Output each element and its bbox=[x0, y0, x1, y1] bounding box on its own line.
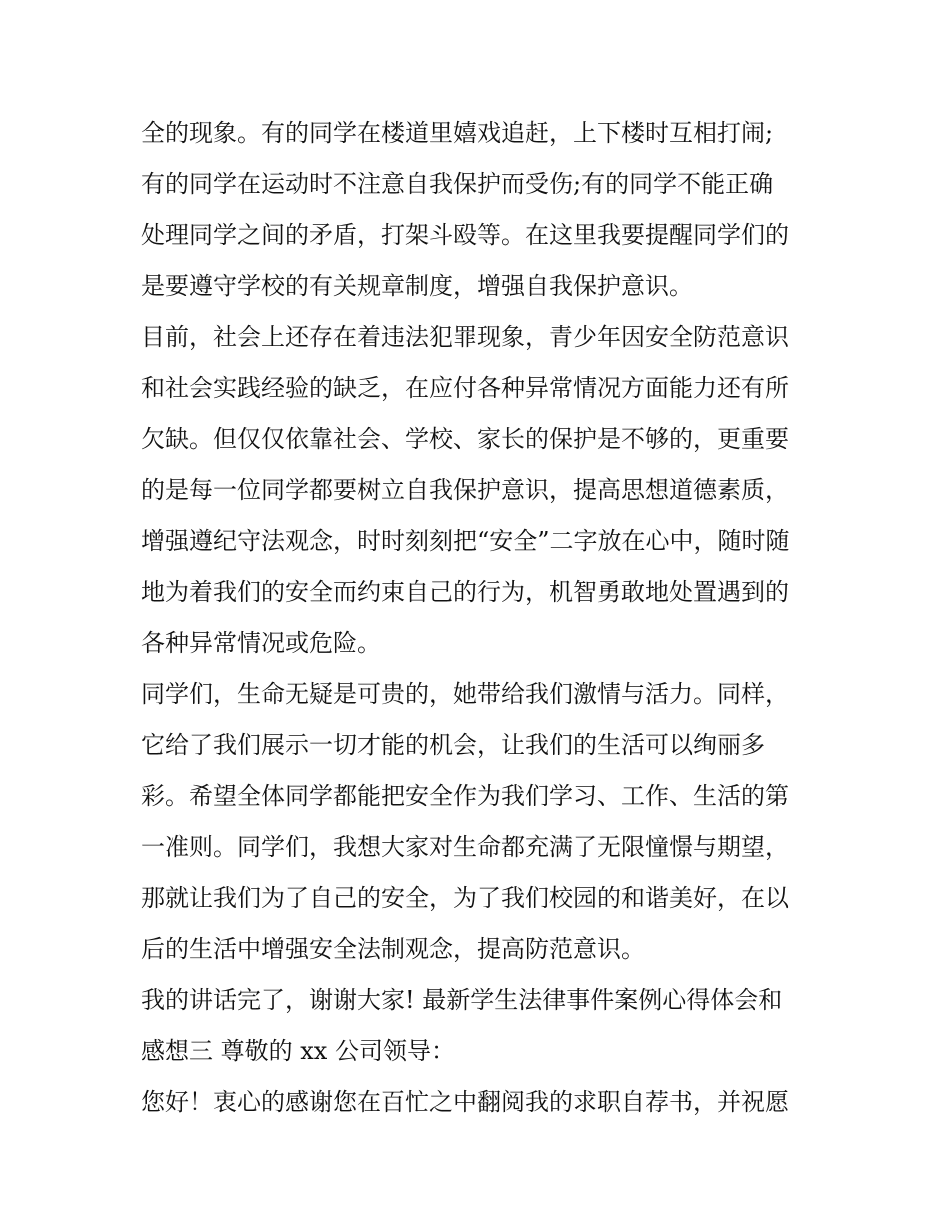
text-line: 和社会实践经验的缺乏，在应付各种异常情况方面能力还有所 bbox=[141, 374, 789, 402]
text-line: 是要遵守学校的有关规章制度，增强自我保护意识。 bbox=[141, 272, 693, 300]
text-line: 各种异常情况或危险。 bbox=[141, 629, 381, 657]
text-line: 那就让我们为了自己的安全，为了我们校园的和谐美好，在以 bbox=[141, 884, 789, 912]
text-line: 全的现象。有的同学在楼道里嬉戏追赶，上下楼时互相打闹; bbox=[141, 119, 774, 147]
text-line: 欠缺。但仅仅依靠社会、学校、家长的保护是不够的，更重要 bbox=[141, 425, 789, 453]
text-line: 您好！衷心的感谢您在百忙之中翻阅我的求职自荐书，并祝愿 bbox=[141, 1088, 789, 1116]
text-line: 它给了我们展示一切才能的机会，让我们的生活可以绚丽多 bbox=[141, 731, 765, 759]
body-text bbox=[141, 108, 816, 1128]
text-line: 目前，社会上还存在着违法犯罪现象，青少年因安全防范意识 bbox=[141, 323, 789, 351]
text-line: 同学们，生命无疑是可贵的，她带给我们激情与活力。同样， bbox=[141, 680, 789, 708]
text-line: 一准则。同学们，我想大家对生命都充满了无限憧憬与期望， bbox=[141, 833, 789, 861]
text-line: 增强遵纪守法观念，时时刻刻把“安全”二字放在心中，随时随 bbox=[141, 527, 790, 555]
text-line: 我的讲话完了，谢谢大家! 最新学生法律事件案例心得体会和 bbox=[141, 986, 783, 1014]
text-line: 地为着我们的安全而约束自己的行为，机智勇敢地处置遇到的 bbox=[141, 578, 789, 606]
text-line: 有的同学在运动时不注意自我保护而受伤;有的同学不能正确 bbox=[141, 170, 774, 198]
text-line: 彩。希望全体同学都能把安全作为我们学习、工作、生活的第 bbox=[141, 782, 789, 810]
text-line: 后的生活中增强安全法制观念，提高防范意识。 bbox=[141, 935, 645, 963]
text-line: 处理同学之间的矛盾，打架斗殴等。在这里我要提醒同学们的 bbox=[141, 221, 789, 249]
text-line: 的是每一位同学都要树立自我保护意识，提高思想道德素质， bbox=[141, 476, 789, 504]
text-line: 感想三 尊敬的 xx 公司领导： bbox=[141, 1037, 455, 1065]
